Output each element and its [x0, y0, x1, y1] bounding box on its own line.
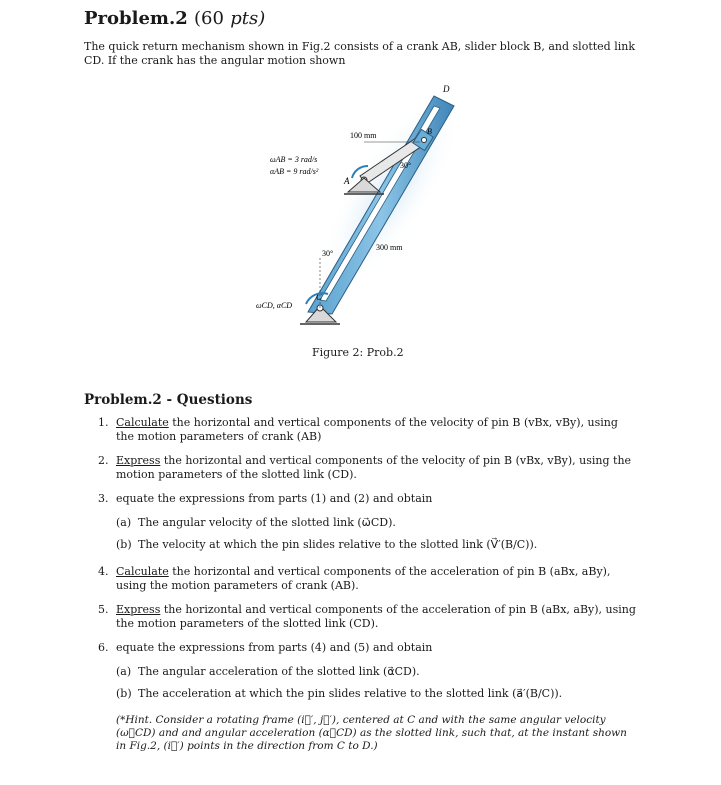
alpha-ab-label: αAB = 9 rad/s²	[270, 167, 319, 176]
q3-num: 3.	[98, 492, 109, 505]
label-b: B	[427, 127, 432, 136]
q6b-text: The acceleration at which the pin slides relative to the slotted link (a⃗′(B/C)).	[138, 687, 563, 700]
q1-num: 1.	[98, 416, 109, 429]
question-4	[98, 565, 636, 593]
figure-caption: Figure 2: Prob.2	[312, 346, 404, 359]
q4-num: 4.	[98, 565, 109, 578]
q4-text: the horizontal and vertical components of the acceleration of pin B (aBx, aBy), using the motion parameters of crank (AB).	[116, 565, 611, 592]
angle-30-left: 30°	[322, 249, 334, 258]
question-5	[98, 603, 636, 631]
omega-ab-label: ωAB = 3 rad/s	[270, 155, 318, 164]
label-c: C	[316, 292, 323, 302]
slotted-link-cd	[291, 82, 480, 314]
q2-num: 2.	[98, 454, 109, 467]
question-1	[98, 416, 636, 444]
question-3	[98, 492, 636, 506]
mechanism-figure	[240, 82, 480, 340]
q1-verb: Calculate	[116, 416, 169, 429]
q3b-num: (b)	[116, 538, 132, 551]
problem-title	[84, 8, 265, 29]
problem-title-text: Problem.2	[84, 8, 188, 29]
question-3b	[116, 538, 636, 552]
q5-text: the horizontal and vertical components of the acceleration of pin B (aBx, aBy), using the motion parameters of the slotted link (CD).	[116, 603, 636, 630]
dim-100mm: 100 mm	[350, 131, 377, 140]
q6-text: equate the expressions from parts (4) and (5) and obtain	[116, 641, 433, 654]
q6a-num: (a)	[116, 665, 132, 678]
dim-300mm: 300 mm	[376, 243, 403, 252]
angle-30-top: 30°	[400, 161, 412, 170]
q2-text: the horizontal and vertical components of the velocity of pin B (vBx, vBy), using the motion parameters of the slotted link (CD).	[116, 454, 632, 481]
questions-title: Problem.2 - Questions	[84, 392, 253, 408]
q3b-text: The velocity at which the pin slides relative to the slotted link (V⃗′(B/C)).	[138, 538, 538, 551]
q6-num: 6.	[98, 641, 109, 654]
problem-intro: The quick return mechanism shown in Fig.2 consists of a crank AB, slider block B, and slotted link CD. If the crank has the angular motion shown	[84, 40, 635, 67]
q4-verb: Calculate	[116, 565, 169, 578]
question-6	[98, 641, 636, 655]
question-2	[98, 454, 636, 482]
points-number: (60	[194, 8, 224, 29]
q5-verb: Express	[116, 603, 161, 616]
question-3a	[116, 516, 636, 530]
q3-text: equate the expressions from parts (1) and (2) and obtain	[116, 492, 433, 505]
omega-cd-label: ωCD, αCD	[256, 301, 293, 310]
hint-note: (*Hint. Consider a rotating frame (i⃗′, j⃗′), centered at C and with the same angular velocity (ω⃗CD) and and angular acceleration (α⃗CD) as the slotted link, such that, at the instant shown in Fig.2, (i⃗′) points in the direction from C to D.)	[116, 714, 627, 752]
question-6a	[116, 665, 636, 679]
q6b-num: (b)	[116, 687, 132, 700]
q5-num: 5.	[98, 603, 109, 616]
q1-text: the horizontal and vertical components of the velocity of pin B (vBx, vBy), using the motion parameters of crank (AB)	[116, 416, 618, 443]
points-unit: pts)	[230, 8, 266, 29]
q3a-num: (a)	[116, 516, 132, 529]
q3a-text: The angular velocity of the slotted link (ω⃗CD).	[138, 516, 396, 529]
q2-verb: Express	[116, 454, 161, 467]
label-d: D	[443, 84, 450, 94]
question-6b	[116, 687, 636, 701]
q6a-text: The angular acceleration of the slotted link (α⃗CD).	[138, 665, 420, 678]
label-a: A	[344, 176, 350, 186]
